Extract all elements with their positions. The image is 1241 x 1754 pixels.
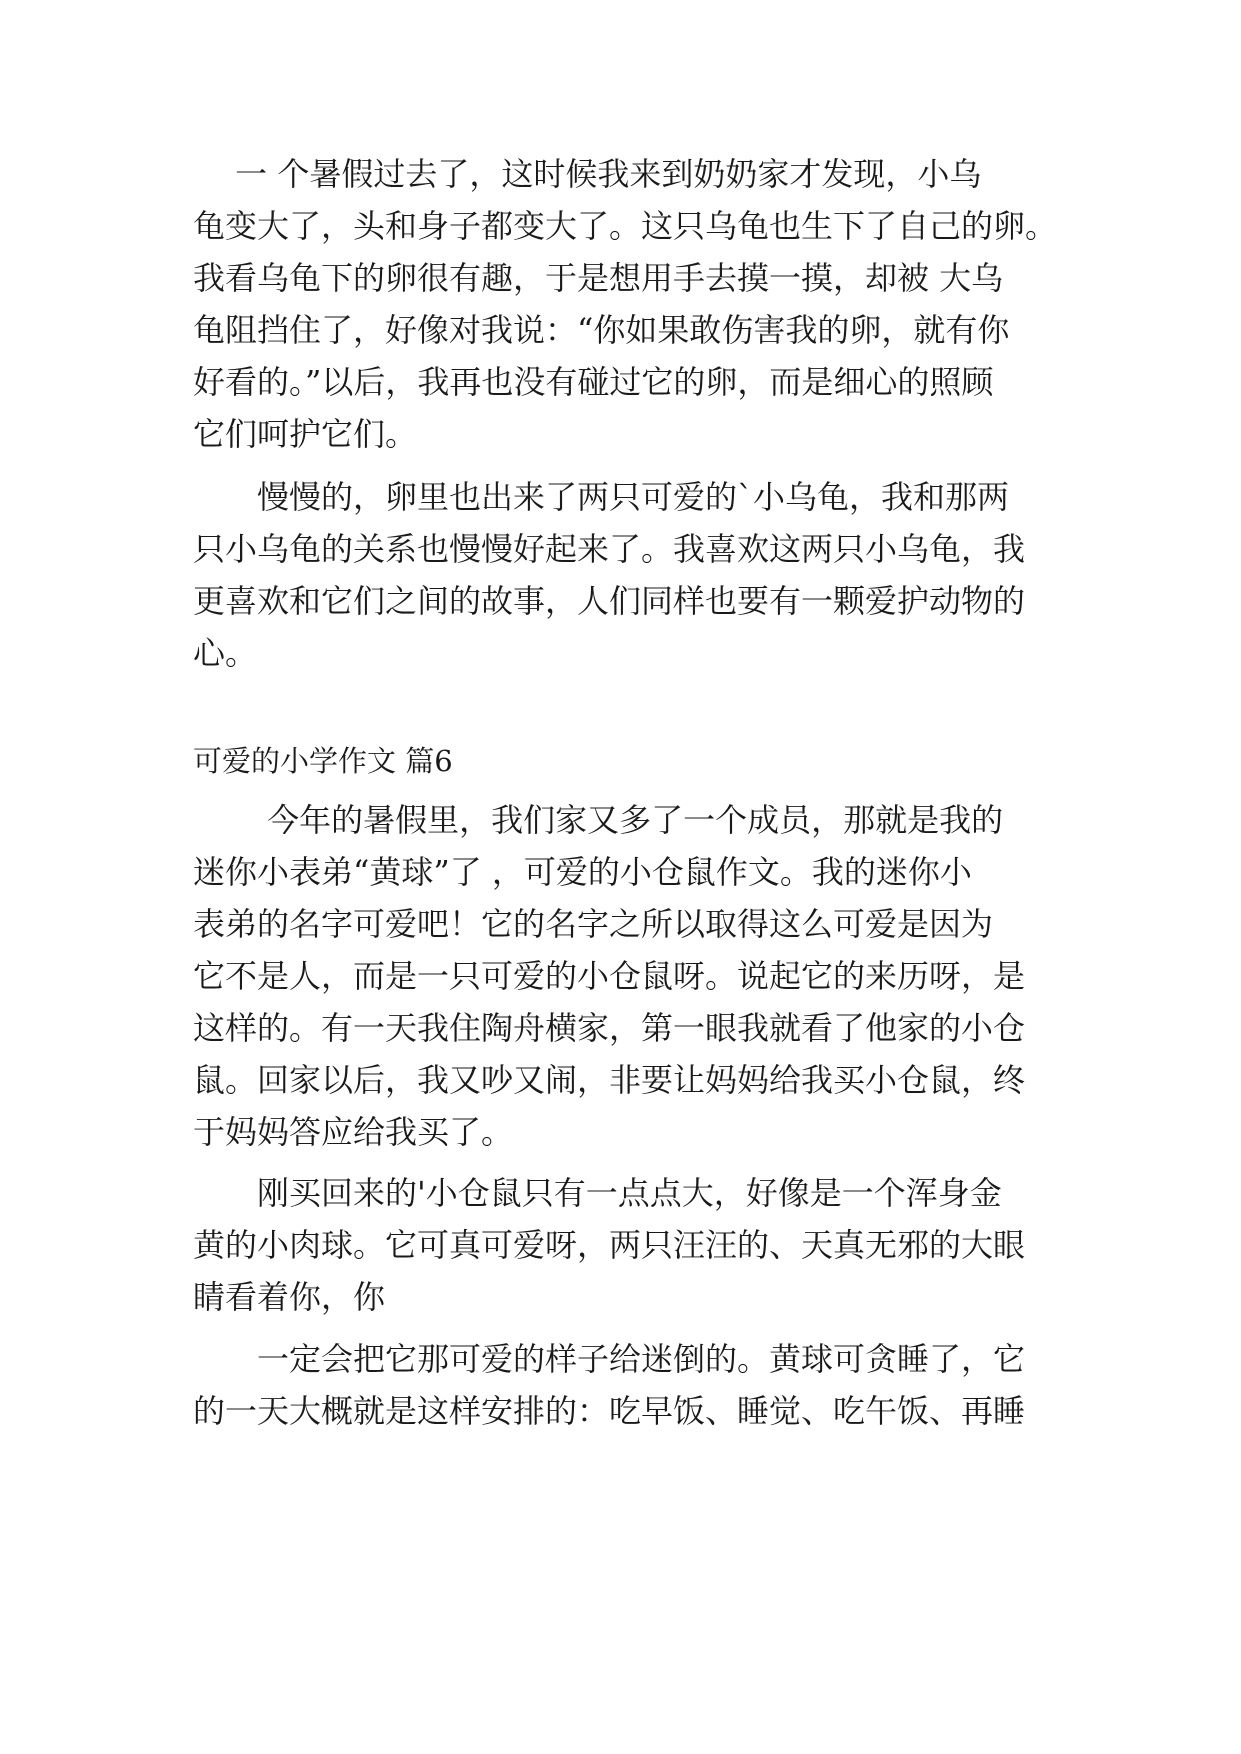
paragraph-1-line-2: 龟变大了，头和身子都变大了。这只乌龟也生下了自己的卵。 [193, 207, 1058, 245]
paragraph-2-line-3: 更喜欢和它们之间的故事，人们同样也要有一颗爱护动物的 [193, 582, 1026, 620]
paragraph-4-line-2: 黄的小肉球。它可真可爱呀，两只汪汪的、天真无邪的大眼 [193, 1226, 1026, 1264]
paragraph-1-line-4: 龟阻挡住了，好像对我说：“你如果敢伤害我的卵，就有你 [193, 311, 1010, 349]
paragraph-3-line-3: 表弟的名字可爱吧！它的名字之所以取得这么可爱是因为 [193, 905, 994, 943]
paragraph-1-line-1: 一 个暑假过去了，这时候我来到奶奶家才发现，小乌 [193, 155, 982, 193]
paragraph-4-line-1: 刚买回来的'小仓鼠只有一点点大，好像是一个浑身金 [193, 1174, 1002, 1212]
paragraph-3-line-1: 今年的暑假里，我们家又多了一个成员，那就是我的 [193, 801, 1004, 839]
paragraph-1-line-5: 好看的。”以后，我再也没有碰过它的卵，而是细心的照顾 [193, 363, 994, 401]
paragraph-4-line-3: 睛看着你，你 [193, 1278, 386, 1316]
section-heading: 可爱的小学作文 篇6 [193, 744, 453, 778]
paragraph-1-line-3: 我看乌龟下的卵很有趣，于是想用手去摸一摸，却被 大乌 [193, 259, 1004, 297]
paragraph-3-line-5: 这样的。有一天我住陶舟横家，第一眼我就看了他家的小仓 [193, 1009, 1026, 1047]
paragraph-2-line-4: 心。 [193, 634, 258, 672]
paragraph-2-line-1: 慢慢的，卵里也出来了两只可爱的`小乌龟，我和那两 [193, 478, 1010, 516]
paragraph-5-line-1: 一定会把它那可爱的样子给迷倒的。黄球可贪睡了，它 [193, 1340, 1026, 1378]
paragraph-5-line-2: 的一天大概就是这样安排的：吃早饭、睡觉、吃午饭、再睡 [193, 1392, 1026, 1430]
paragraph-3-line-2: 迷你小表弟“黄球”了 ，可爱的小仓鼠作文。我的迷你小 [193, 853, 972, 891]
paragraph-2-line-2: 只小乌龟的关系也慢慢好起来了。我喜欢这两只小乌龟，我 [193, 530, 1026, 568]
paragraph-3-line-7: 于妈妈答应给我买了。 [193, 1113, 514, 1151]
paragraph-1-line-6: 它们呵护它们。 [193, 415, 418, 453]
paragraph-3-line-6: 鼠。回家以后，我又吵又闹，非要让妈妈给我买小仓鼠，终 [193, 1061, 1026, 1099]
paragraph-3-line-4: 它不是人，而是一只可爱的小仓鼠呀。说起它的来历呀，是 [193, 957, 1026, 995]
